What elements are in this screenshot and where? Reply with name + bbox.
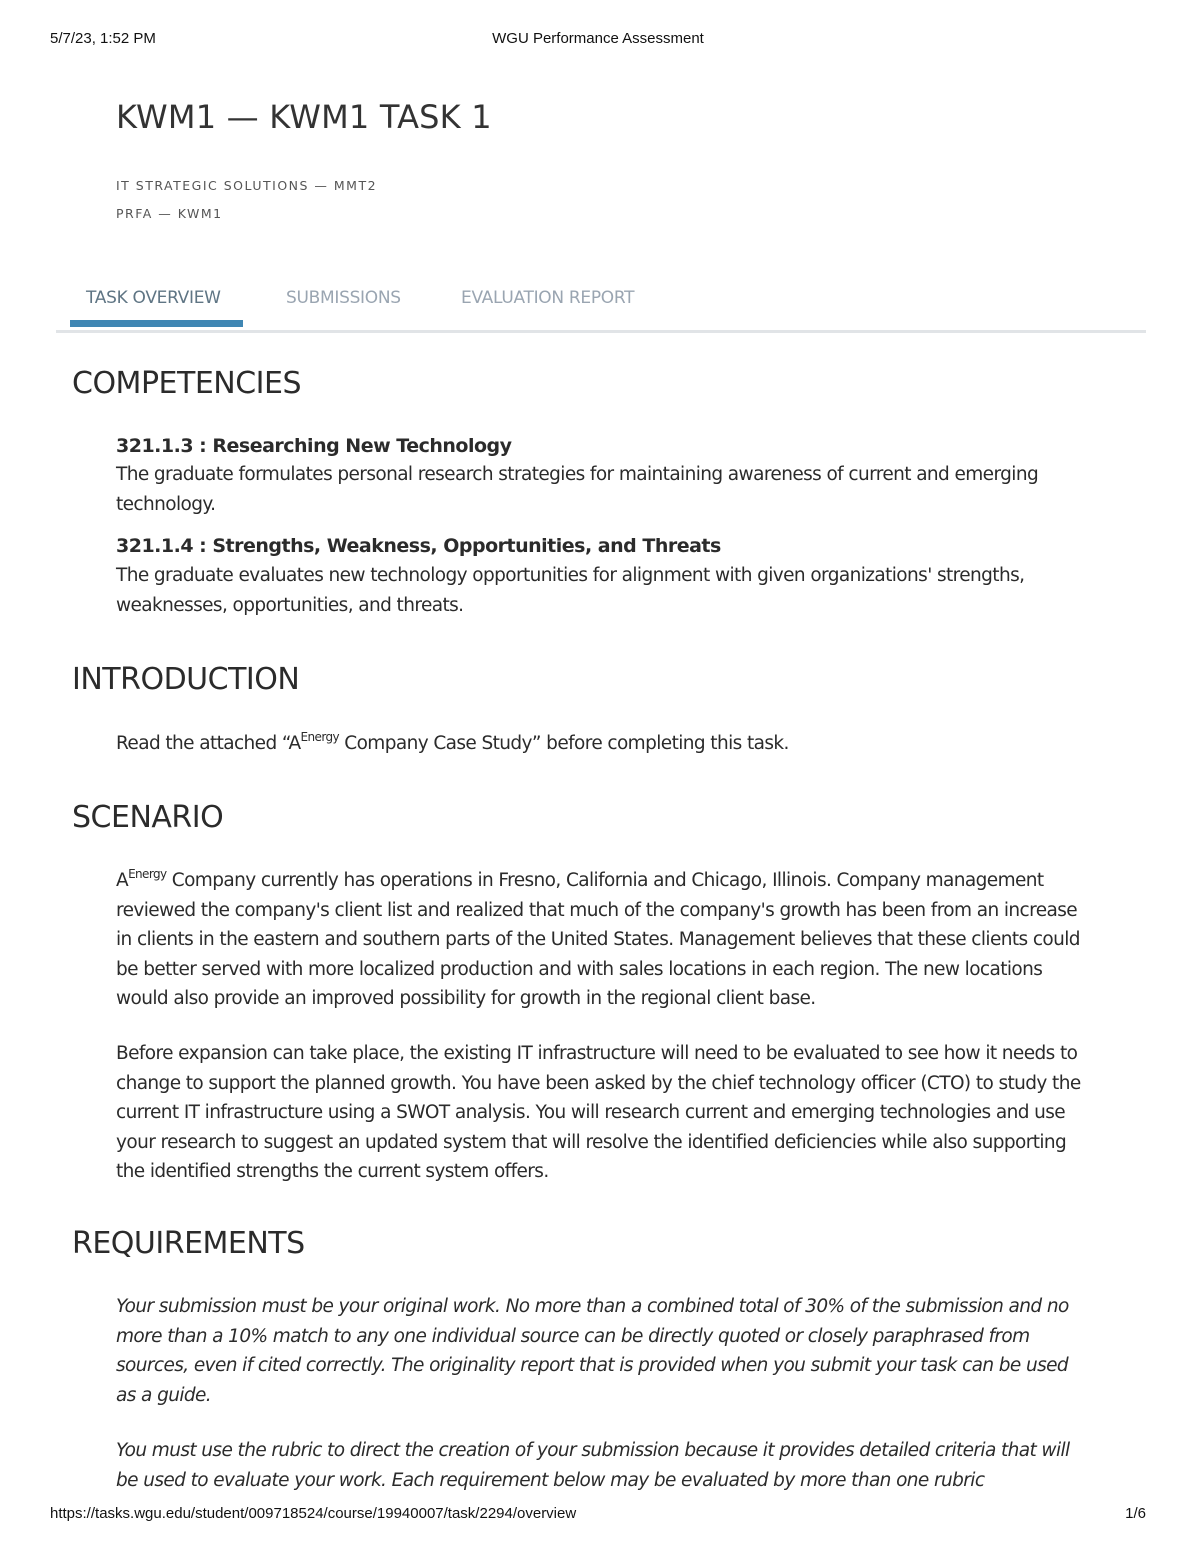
competencies-heading: COMPETENCIES (72, 366, 302, 401)
active-tab-indicator (70, 320, 243, 327)
requirements-paragraph: Your submission must be your original work. No more than a combined total of 30% of the submission and no more than a 10% match to any one individual source can be directly quoted or closely paraphrased from sources, even if cited correctly. The originality report that is provided when you submit your task can be used as a guide. (116, 1296, 1069, 1406)
tab-bar (56, 280, 1146, 333)
scenario-paragraph: $A^{Energy}$ Company currently has operations in Fresno, California and Chicago, Illinois. Company management reviewed the company's client list and realized that much of the company's growth has been from an increase in clients in the eastern and southern parts of the United States. Management believes that these clients could be better served with more localized production and with sales locations in each region. The new locations would also provide an improved possibility for growth in the regional client base. (116, 867, 1080, 1009)
introduction-heading: INTRODUCTION (72, 662, 300, 697)
print-page-number: 1/6 (1125, 1505, 1146, 1522)
tab-task-overview[interactable]: TASK OVERVIEW (86, 288, 221, 308)
requirements-paragraph: You must use the rubric to direct the creation of your submission because it provides detailed criteria that will be used to evaluate your work. Each requirement below may be evaluated by more than one rubric (116, 1440, 1070, 1491)
page-title: KWM1 — KWM1 TASK 1 (116, 98, 492, 136)
print-footer (50, 1505, 1146, 1525)
print-url: https://tasks.wgu.edu/student/009718524/course/19940007/task/2294/overview (50, 1505, 577, 1522)
competency-description: The graduate evaluates new technology opportunities for alignment with given organizations' strengths, weaknesses, opportunities, and threats. (116, 565, 1025, 616)
introduction-text: Read the attached “$A^{Energy}$ Company Case Study” before completing this task. (116, 730, 789, 754)
print-page-title: WGU Performance Assessment (492, 30, 704, 47)
competency-title: 321.1.3 : Researching New Technology (116, 435, 512, 457)
course-name: IT STRATEGIC SOLUTIONS — MMT2 (116, 178, 378, 193)
print-header (50, 30, 1146, 50)
competency-description: The graduate formulates personal research strategies for maintaining awareness of current and emerging technology. (116, 464, 1039, 515)
requirements-heading: REQUIREMENTS (72, 1226, 305, 1261)
scenario-heading: SCENARIO (72, 800, 224, 835)
assessment-code: PRFA — KWM1 (116, 206, 223, 221)
tab-submissions[interactable]: SUBMISSIONS (286, 288, 401, 308)
scenario-paragraph: Before expansion can take place, the existing IT infrastructure will need to be evaluated to see how it needs to change to support the planned growth. You have been asked by the chief technology officer (CTO) to study the current IT infrastructure using a SWOT analysis. You will research current and emerging technologies and use your research to suggest an updated system that will resolve the identified deficiencies while also supporting the identified strengths the current system offers. (116, 1043, 1081, 1182)
tab-evaluation-report[interactable]: EVALUATION REPORT (461, 288, 635, 308)
print-datetime: 5/7/23, 1:52 PM (50, 30, 156, 47)
competency-title: 321.1.4 : Strengths, Weakness, Opportunities, and Threats (116, 535, 721, 557)
